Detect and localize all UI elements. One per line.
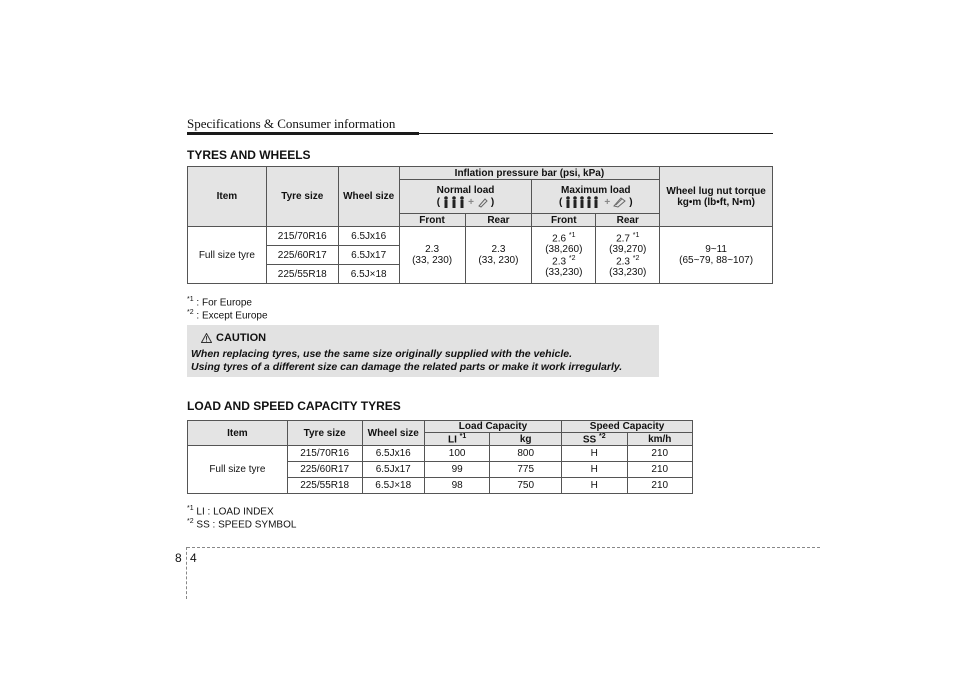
tyre-size-cell: 225/55R18: [266, 265, 338, 284]
load-speed-table: [187, 420, 693, 494]
li-label: LI: [447, 434, 457, 446]
footnote-mark: *1: [187, 296, 194, 303]
footnote-mark: *2: [187, 518, 194, 525]
torque-cell: [660, 227, 773, 284]
normal-load-header: [399, 180, 532, 214]
page-footer-rule: [187, 547, 820, 548]
tyre-size-cell: 225/60R17: [266, 246, 338, 265]
item-header: Item: [188, 421, 288, 446]
kg-cell: 800: [490, 446, 562, 462]
wheel-size-cell: 6.5Jx17: [338, 246, 399, 265]
speed-capacity-header: Speed Capacity: [562, 421, 693, 433]
footnote-mark: *1: [568, 231, 576, 239]
footnote-speed-symbol: [187, 518, 296, 530]
maximum-load-header: [532, 180, 660, 214]
tyres-section-title: TYRES AND WHEELS: [187, 148, 311, 162]
normal-front-header: Front: [399, 214, 465, 227]
caution-line-2: Using tyres of a different size can damage the related parts or make it work irregularly.: [191, 361, 623, 373]
maximum-load-label: Maximum load: [561, 185, 631, 196]
ss-header: [562, 433, 627, 446]
load-capacity-header: Load Capacity: [424, 421, 561, 433]
warning-icon: [201, 333, 212, 343]
open-paren: (: [559, 196, 563, 208]
tyre-size-cell: 225/55R18: [287, 478, 362, 494]
plus-sign: +: [604, 196, 611, 208]
kmh-header: km/h: [627, 433, 693, 446]
normal-front-cell: [399, 227, 465, 284]
maximum-load-icons: [559, 196, 633, 208]
tyre-size-header: Tyre size: [287, 421, 362, 446]
tyre-size-cell: 215/70R16: [287, 446, 362, 462]
normal-load-icons: [437, 196, 495, 208]
lug-torque-line1: Wheel lug nut torque: [666, 185, 766, 197]
li-cell: 100: [424, 446, 489, 462]
footnote-mark: *2: [632, 255, 640, 262]
pressure-bar: 2.3: [425, 244, 440, 255]
kmh-cell: 210: [627, 446, 693, 462]
persons-icon: [443, 196, 465, 208]
chapter-number: 8: [175, 551, 182, 565]
footnote-mark: *2: [568, 255, 576, 262]
normal-load-label: Normal load: [436, 185, 495, 196]
wheel-size-cell: 6.5J×18: [338, 265, 399, 284]
caution-title: CAUTION: [216, 332, 267, 344]
pressure-psi-kpa: (33,230): [609, 267, 647, 279]
pressure-psi-kpa: (33, 230): [412, 255, 453, 266]
ss-label: SS: [582, 434, 597, 446]
tyre-size-header: Tyre size: [266, 167, 338, 227]
page-footer-divider: [186, 547, 187, 599]
footnote-text: SS : SPEED SYMBOL: [193, 519, 297, 531]
open-paren: (: [436, 196, 441, 208]
row-label: Full size tyre: [188, 446, 288, 494]
torque-kgm: 9~11: [705, 244, 727, 255]
page-header-title: Specifications & Consumer information: [187, 116, 396, 131]
normal-rear-cell: [465, 227, 532, 284]
lug-torque-header: [660, 167, 773, 227]
ss-cell: H: [562, 478, 627, 494]
caution-line-1: When replacing tyres, use the same size originally supplied with the vehicle.: [191, 348, 573, 360]
full-luggage-icon: [613, 196, 626, 208]
ss-cell: H: [562, 462, 627, 478]
max-front-cell: [532, 227, 596, 284]
li-cell: 99: [424, 462, 489, 478]
footnote-text: : For Europe: [193, 297, 252, 309]
tyre-size-cell: 225/60R17: [287, 462, 362, 478]
pressure-bar: 2.3: [552, 256, 567, 268]
small-luggage-icon: [477, 197, 488, 208]
wheel-size-header: Wheel size: [338, 167, 399, 227]
caution-heading: [201, 332, 266, 344]
pressure-bar: 2.7: [616, 233, 630, 244]
page-number: 4: [190, 551, 197, 565]
pressure-psi-kpa: (33,230): [545, 267, 583, 279]
pressure-psi-kpa: (33, 230): [478, 255, 519, 266]
pressure-bar: 2.6: [552, 233, 567, 244]
wheel-size-cell: 6.5J×18: [362, 478, 424, 494]
max-front-header: Front: [532, 214, 596, 227]
pressure-psi-kpa: (38,260): [545, 244, 583, 255]
caution-box: [187, 325, 659, 377]
lug-torque-line2: kg•m (lb•ft, N•m): [677, 196, 755, 208]
max-rear-header: Rear: [596, 214, 660, 227]
kg-cell: 750: [490, 478, 562, 494]
tyres-wheels-table: [187, 166, 773, 284]
persons-icon: [565, 196, 601, 208]
ss-cell: H: [562, 446, 627, 462]
li-header: [424, 433, 489, 446]
footnote-load-index: [187, 505, 274, 517]
footnote-mark: *2: [599, 433, 606, 440]
kg-header: kg: [490, 433, 562, 446]
kg-cell: 775: [490, 462, 562, 478]
footnote-mark: *1: [459, 433, 467, 440]
pressure-psi-kpa: (39,270): [609, 244, 647, 255]
footnote-except-europe: [187, 309, 268, 321]
footnote-text: LI : LOAD INDEX: [193, 506, 274, 518]
wheel-size-cell: 6.5Jx16: [338, 227, 399, 246]
header-rule: [187, 132, 419, 135]
footnote-europe: [187, 296, 252, 308]
wheel-size-cell: 6.5Jx17: [362, 462, 424, 478]
inflation-header: Inflation pressure bar (psi, kPa): [399, 167, 660, 180]
footnote-mark: *1: [632, 231, 640, 239]
pressure-bar: 2.3: [491, 244, 506, 255]
footnote-mark: *1: [187, 505, 194, 512]
plus-sign: +: [468, 196, 474, 208]
item-header: Item: [188, 167, 267, 227]
li-cell: 98: [424, 478, 489, 494]
close-paren: ): [490, 196, 495, 208]
normal-rear-header: Rear: [465, 214, 532, 227]
max-rear-cell: [596, 227, 660, 284]
close-paren: ): [629, 196, 633, 208]
load-section-title: LOAD AND SPEED CAPACITY TYRES: [187, 399, 401, 413]
footnote-text: : Except Europe: [193, 310, 268, 322]
kmh-cell: 210: [627, 462, 693, 478]
footnote-mark: *2: [187, 309, 194, 316]
torque-lbft-nm: (65~79, 88~107): [679, 255, 754, 266]
pressure-bar: 2.3: [616, 256, 630, 268]
wheel-size-cell: 6.5Jx16: [362, 446, 424, 462]
row-label: Full size tyre: [188, 227, 267, 284]
tyre-size-cell: 215/70R16: [266, 227, 338, 246]
wheel-size-header: Wheel size: [362, 421, 424, 446]
header-rule-thin: [419, 133, 773, 134]
kmh-cell: 210: [627, 478, 693, 494]
